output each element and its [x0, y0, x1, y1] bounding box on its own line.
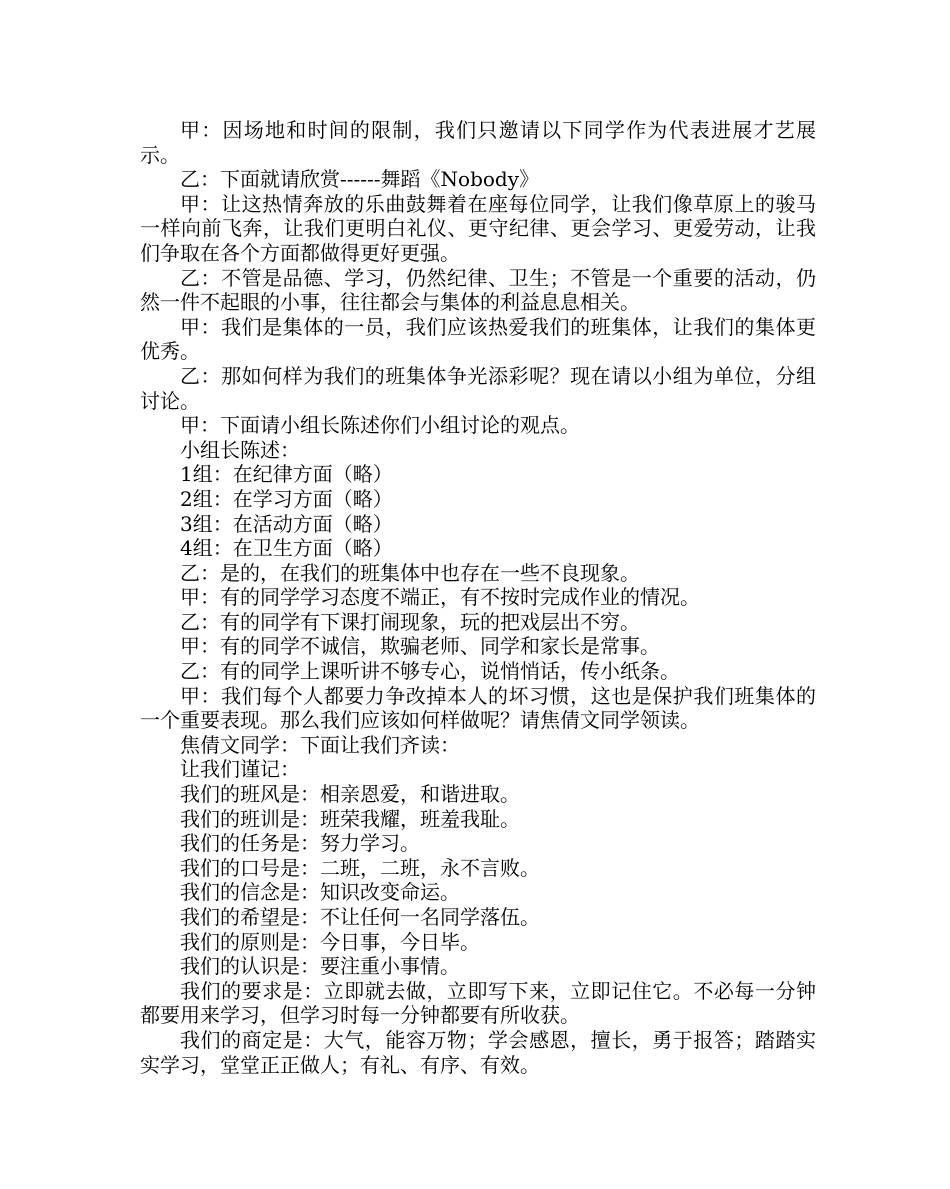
- paragraph-2: 乙：下面就请欣赏------舞蹈《Nobody》: [180, 167, 540, 192]
- paragraph-16: 甲：有的同学不诚信，欺骗老师、同学和家长是常事。: [180, 634, 660, 659]
- paragraph-25: 我们的信念是：知识改变命运。: [180, 880, 460, 905]
- paragraph-8: 小组长陈述：: [180, 437, 300, 462]
- paragraph-28: 我们的认识是：要注重小事情。: [180, 954, 460, 979]
- paragraph-29: 我们的要求是：立即就去做，立即写下来，立即记住它。不必每一分钟都要用来学习，但学习时每一分钟都要有所收获。: [140, 978, 816, 1028]
- paragraph-3: 甲：让这热情奔放的乐曲鼓舞着在座每位同学，让我们像草原上的骏马一样向前飞奔，让我们更明白礼仪、更守纪律、更会学习、更爱劳动，让我们争取在各个方面都做得更好更强。: [140, 191, 816, 265]
- paragraph-22: 我们的班训是：班荣我耀，班羞我耻。: [180, 806, 520, 831]
- paragraph-13: 乙：是的，在我们的班集体中也存在一些不良现象。: [180, 560, 640, 585]
- paragraph-12: 4组：在卫生方面（略）: [180, 536, 393, 561]
- paragraph-18: 甲：我们每个人都要力争改掉本人的坏习惯，这也是保护我们班集体的一个重要表现。那么我们应该如何样做呢？请焦倩文同学领读。: [140, 683, 816, 733]
- paragraph-6: 乙：那如何样为我们的班集体争光添彩呢？现在请以小组为单位，分组讨论。: [140, 363, 816, 413]
- paragraph-14: 甲：有的同学学习态度不端正，有不按时完成作业的情况。: [180, 585, 700, 610]
- paragraph-7: 甲：下面请小组长陈述你们小组讨论的观点。: [180, 413, 580, 438]
- paragraph-30: 我们的商定是：大气，能容万物；学会感恩，擅长，勇于报答；踏踏实实学习，堂堂正正做人；有礼、有序、有效。: [140, 1027, 816, 1077]
- paragraph-15: 乙：有的同学有下课打闹现象，玩的把戏层出不穷。: [180, 609, 640, 634]
- paragraph-11: 3组：在活动方面（略）: [180, 511, 393, 536]
- paragraph-24: 我们的口号是：二班，二班，永不言败。: [180, 855, 540, 880]
- paragraph-20: 让我们谨记：: [180, 757, 300, 782]
- paragraph-9: 1组：在纪律方面（略）: [180, 462, 393, 487]
- document-page: [140, 118, 816, 1077]
- paragraph-26: 我们的希望是：不让任何一名同学落伍。: [180, 905, 540, 929]
- paragraph-27: 我们的原则是：今日事，今日毕。: [180, 929, 480, 954]
- paragraph-10: 2组：在学习方面（略）: [180, 486, 393, 511]
- paragraph-17: 乙：有的同学上课听讲不够专心，说悄悄话，传小纸条。: [180, 659, 680, 684]
- paragraph-23: 我们的任务是：努力学习。: [180, 831, 420, 856]
- paragraph-1: 甲：因场地和时间的限制，我们只邀请以下同学作为代表进展才艺展示。: [140, 118, 816, 167]
- paragraph-5: 甲：我们是集体的一员，我们应该热爱我们的班集体，让我们的集体更优秀。: [140, 314, 816, 364]
- paragraph-21: 我们的班风是：相亲恩爱，和谐进取。: [180, 782, 520, 807]
- paragraph-4: 乙：不管是品德、学习，仍然纪律、卫生；不管是一个重要的活动，仍然一件不起眼的小事，往往都会与集体的利益息息相关。: [140, 265, 816, 315]
- paragraph-19: 焦倩文同学：下面让我们齐读：: [180, 732, 460, 757]
